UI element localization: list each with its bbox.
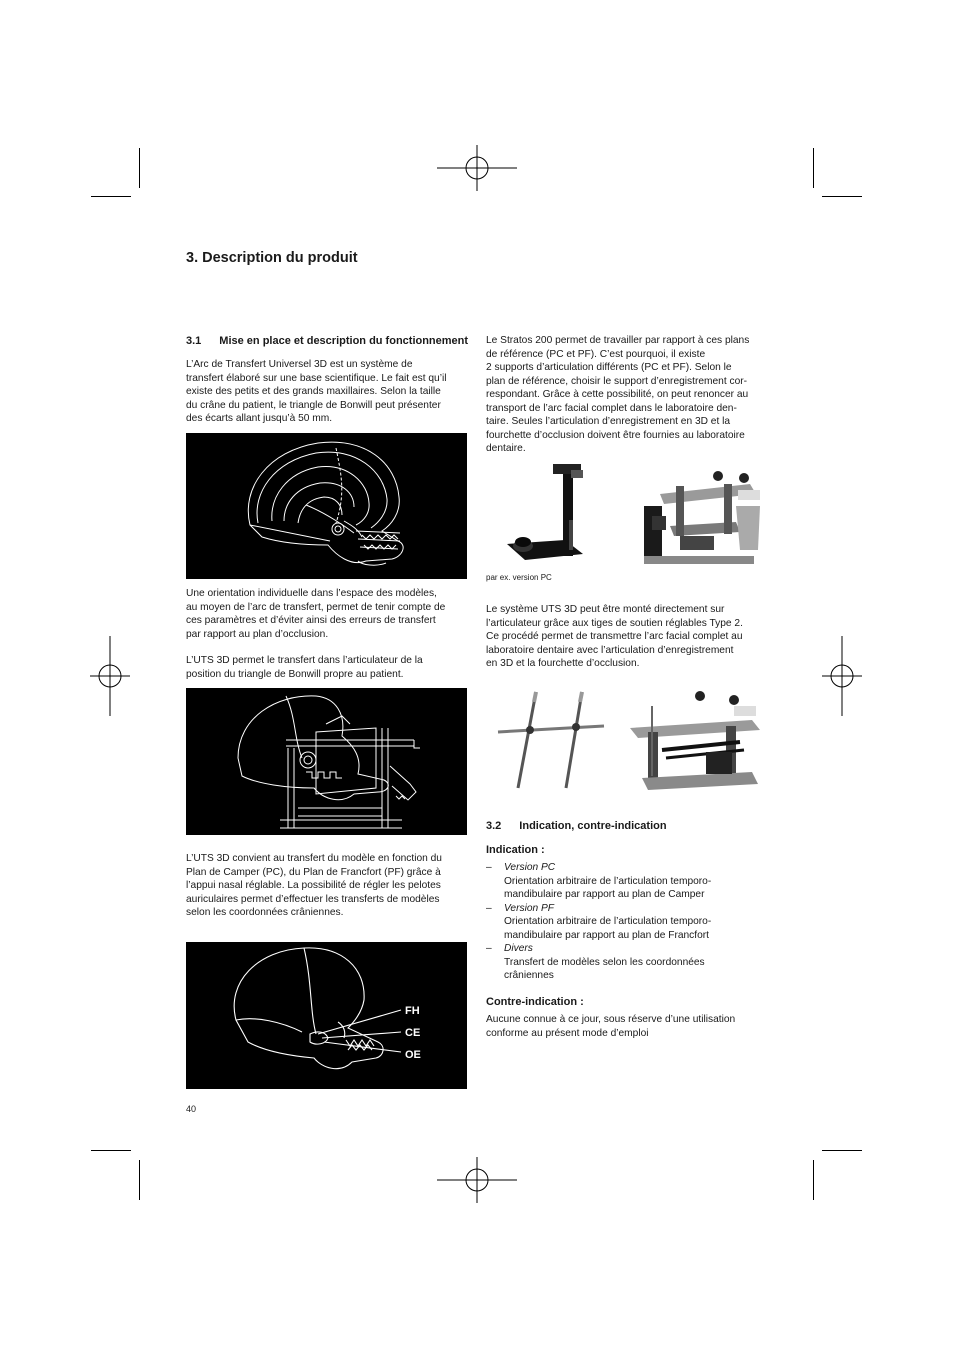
photo-support-rods	[492, 688, 607, 794]
label-oe: OE	[405, 1049, 421, 1061]
contra-indication-heading: Contre-indication :	[486, 996, 584, 1008]
paragraph-camper-francfort: L’UTS 3D convient au transfert du modèle en fonction du Plan de Camper (PC), du Plan de Francfort (PF) grâce à l’appui nasal réglable. La possibilité de régler les pelotes auriculaires permet d’effectuer les transferts de modèles selon les coordonnées crâniennes.	[186, 853, 442, 918]
label-ce: CE	[405, 1027, 421, 1039]
registration-mark-top	[437, 145, 517, 191]
subsection-title: Indication, contre-indication	[519, 820, 667, 832]
subsection-heading-3-2	[486, 820, 667, 832]
paragraph-uts-direct: Le système UTS 3D peut être monté directement sur l’articulateur grâce aux tiges de soutien réglables Type 2. Ce procédé permet de transmettre l’arc facial complet au laboratoire dentaire avec l’articulation d’enregistrement en 3D et la fourchette d’occlusion.	[486, 604, 743, 669]
subsection-heading-3-1	[186, 335, 468, 347]
photo-articulator-facebow	[622, 686, 767, 794]
paragraph-uts-transfer: L’UTS 3D permet le transfert dans l’articulateur de la position du triangle de Bonwill propre au patient.	[186, 655, 423, 680]
list-item: – Version PF Orientation arbitraire de l’articulation temporo- mandibulaire par rapport au plan de Francfort	[486, 902, 712, 941]
label-fh: FH	[405, 1005, 420, 1017]
subsection-number: 3.2	[486, 820, 502, 832]
skull-articulator-drawing	[186, 688, 467, 835]
subsection-number: 3.1	[186, 335, 202, 347]
figure-skull-articulator	[186, 688, 467, 835]
registration-mark-left	[90, 636, 130, 716]
paragraph-bonwill: L’Arc de Transfert Universel 3D est un système de transfert élaboré sur une base scientifique. Le fait est qu’il existe des petits et des grands maxillaires. Selon la taille du crâne du patient, le triangle de Bonwill peut présenter des écarts allant jusqu’à 50 mm.	[186, 359, 447, 424]
photo-articulator-pc	[640, 466, 765, 568]
page-number: 40	[186, 1104, 197, 1114]
indication-heading: Indication :	[486, 844, 545, 856]
skull-outline-drawing	[186, 433, 467, 579]
contra-indication-text: Aucune connue à ce jour, sous réserve d’une utilisation conforme au présent mode d’emploi	[486, 1014, 736, 1039]
registration-mark-right	[822, 636, 862, 716]
section-title: 3. Description du produit	[186, 250, 358, 266]
indication-list	[486, 861, 766, 983]
skull-reference-drawing	[186, 942, 467, 1089]
list-item: – Version PC Orientation arbitraire de l’articulation temporo- mandibulaire par rapport au plan de Camper	[486, 862, 712, 900]
figure-caption: par ex. version PC	[486, 573, 552, 582]
list-item: – Divers Transfert de modèles selon les coordonnées crâniennes	[486, 943, 705, 981]
figure-skull-outlines	[186, 433, 467, 579]
paragraph-stratos: Le Stratos 200 permet de travailler par rapport à ces plans de référence (PC et PF). C’est pourquoi, il existe 2 supports d’articulation différents (PC et PF). Selon le plan de référence, choisir le support d’enregistrement cor- respondant. Grâce à cette possibilité, on peut renoncer au transport de l’arc facial complet dans le laboratoire den- taire. Seules l’articulation d’enregistrement en 3D et la fourchette d’occlusion doivent être fournies au laboratoire dentaire.	[486, 335, 750, 454]
paragraph-orientation: Une orientation individuelle dans l’espace des modèles, au moyen de l’arc de transfert, permet de tenir compte de ces paramètres et d’éviter ainsi des erreurs de transfert par rapport au plan d’occlusion.	[186, 588, 446, 640]
figure-skull-reference-planes	[186, 942, 467, 1089]
photo-registration-support	[505, 460, 595, 570]
subsection-title: Mise en place et description du fonctionnement	[219, 335, 469, 347]
registration-mark-bottom	[437, 1157, 517, 1203]
